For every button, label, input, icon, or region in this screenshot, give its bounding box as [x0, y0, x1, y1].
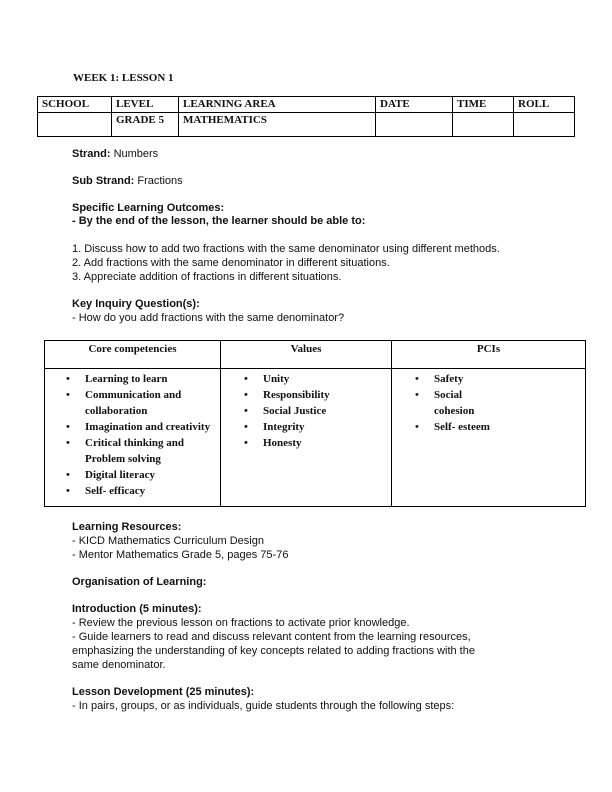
values-cell [221, 369, 392, 507]
introduction-line-1: - Review the previous lesson on fractions to activate prior knowledge. [72, 617, 410, 629]
lesson-title: WEEK 1: LESSON 1 [73, 72, 174, 84]
introduction-line-4: same denominator. [72, 659, 166, 671]
value-time [453, 113, 514, 137]
introduction-heading: Introduction (5 minutes): [72, 603, 202, 615]
list-item: • Critical thinking and Problem solving [66, 435, 219, 467]
value-roll [514, 113, 575, 137]
inquiry-heading: Key Inquiry Question(s): [72, 298, 200, 310]
header-date: DATE [376, 97, 453, 113]
pcis-cell [392, 369, 586, 507]
list-item: • Integrity [244, 419, 390, 435]
outcomes-intro: - By the end of the lesson, the learner should be able to: [72, 215, 366, 227]
core-competencies-list [46, 371, 219, 499]
header-level: LEVEL [112, 97, 179, 113]
outcomes-heading: Specific Learning Outcomes: [72, 202, 225, 214]
list-item: • Self- esteem [415, 419, 487, 435]
introduction-line-2: - Guide learners to read and discuss relevant content from the learning resources, [72, 631, 471, 643]
list-item: • Learning to learn [66, 371, 219, 387]
header-row [38, 97, 575, 113]
header-core-competencies: Core competencies [45, 341, 221, 369]
list-item: • Social Justice [244, 403, 390, 419]
list-item: • Honesty [244, 435, 390, 451]
resource-item-2: - Mentor Mathematics Grade 5, pages 75-76 [72, 549, 289, 561]
value-school [38, 113, 112, 137]
development-line-1: - In pairs, groups, or as individuals, guide students through the following steps: [72, 700, 455, 712]
header-pcis: PCIs [392, 341, 586, 369]
strand-label: Strand: [72, 148, 111, 160]
list-item: • Imagination and creativity [66, 419, 219, 435]
outcome-item-2: 2. Add fractions with the same denominator in different situations. [72, 257, 390, 269]
lesson-header-table [37, 96, 575, 137]
strand-value: Numbers [113, 148, 159, 160]
development-heading: Lesson Development (25 minutes): [72, 686, 255, 698]
list-item: • Social cohesion [415, 387, 487, 419]
outcome-item-3: 3. Appreciate addition of fractions in different situations. [72, 271, 342, 283]
list-item: • Unity [244, 371, 390, 387]
sub-strand-value: Fractions [137, 175, 183, 187]
list-item: • Self- efficacy [66, 483, 219, 499]
header-learning-area: LEARNING AREA [179, 97, 376, 113]
competency-header-row [45, 341, 586, 369]
header-roll: ROLL [514, 97, 575, 113]
value-row [38, 113, 575, 137]
outcome-item-1: 1. Discuss how to add two fractions with the same denominator using different methods. [72, 243, 500, 255]
organisation-heading: Organisation of Learning: [72, 576, 207, 588]
value-date [376, 113, 453, 137]
value-level: GRADE 5 [112, 113, 179, 137]
introduction-line-3: emphasizing the understanding of key concepts related to adding fractions with the [72, 645, 475, 657]
value-learning-area: MATHEMATICS [179, 113, 376, 137]
resource-item-1: - KICD Mathematics Curriculum Design [72, 535, 264, 547]
list-item: • Safety [415, 371, 487, 387]
core-competencies-cell [45, 369, 221, 507]
competency-body-row [45, 369, 586, 507]
list-item: • Responsibility [244, 387, 390, 403]
inquiry-question: - How do you add fractions with the same denominator? [72, 312, 345, 324]
header-time: TIME [453, 97, 514, 113]
list-item: • Communication and collaboration [66, 387, 219, 419]
competency-table [44, 340, 586, 507]
resources-heading: Learning Resources: [72, 521, 182, 533]
list-item: • Digital literacy [66, 467, 219, 483]
header-school: SCHOOL [38, 97, 112, 113]
sub-strand-line [72, 175, 183, 188]
strand-line [72, 148, 158, 161]
values-list [222, 371, 390, 451]
header-values: Values [221, 341, 392, 369]
pcis-list [393, 371, 490, 435]
sub-strand-label: Sub Strand: [72, 175, 135, 187]
